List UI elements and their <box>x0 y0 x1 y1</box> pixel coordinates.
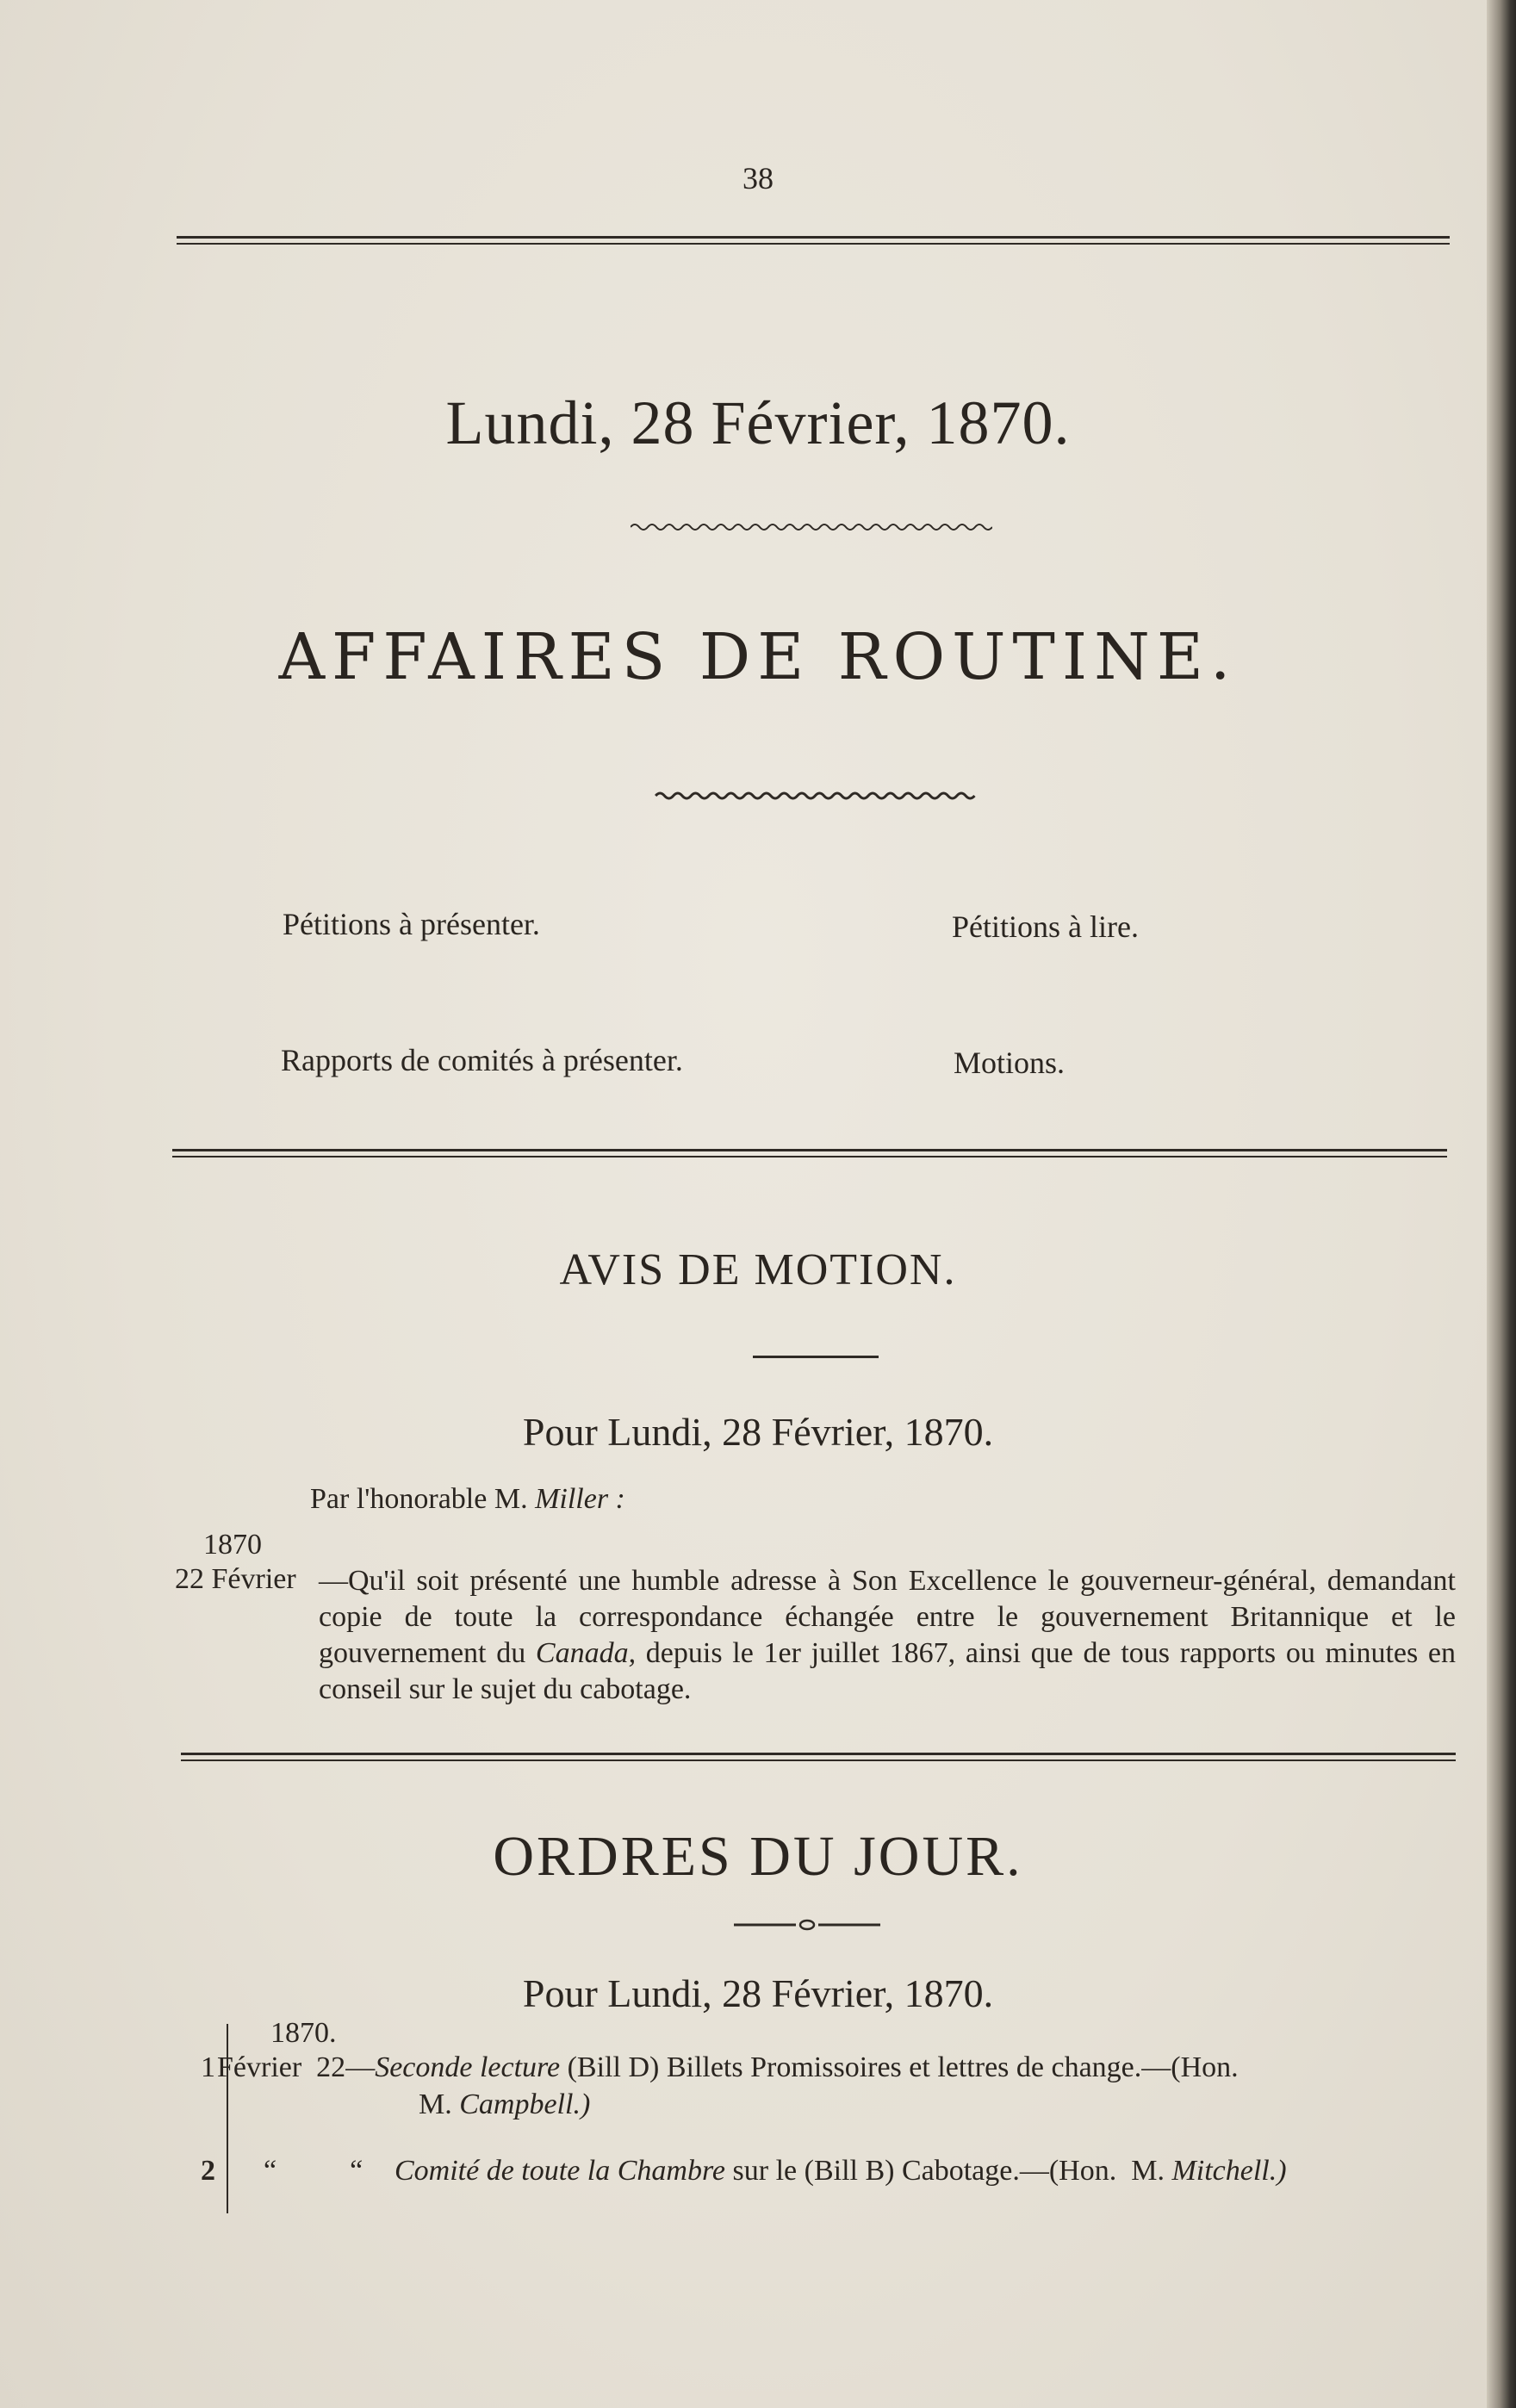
routine-item-motions: Motions. <box>954 1046 1066 1080</box>
page-binding-shadow <box>1487 0 1516 2408</box>
avis-double-rule <box>172 1149 1447 1151</box>
motion-mover-name: Miller : <box>535 1483 625 1515</box>
routine-item-rapports-comites: Rapports de comités à présenter. <box>281 1043 683 1077</box>
order-item-text: sur le (Bill B) Cabotage.—(Hon. M. <box>725 2155 1172 2187</box>
order-item-action: Seconde lecture <box>375 2051 561 2083</box>
order-item-date: Février 22 <box>217 2051 346 2083</box>
routine-section-title: AFFAIRES DE ROUTINE. <box>278 620 1238 694</box>
ordres-pour-date: Pour Lundi, 28 Février, 1870. <box>522 1971 994 2015</box>
ordres-double-rule <box>181 1753 1456 1755</box>
wavy-ornament-heavy <box>629 791 1004 801</box>
order-item-number: 1 <box>201 2051 215 2083</box>
motion-year: 1870 <box>203 1529 262 1561</box>
motion-date: 22 Février <box>175 1563 296 1595</box>
routine-item-petitions-lire: Pétitions à lire. <box>952 909 1139 944</box>
ordres-year: 1870. <box>270 2017 337 2049</box>
motion-text-after-italic: depuis le 1er juillet 1867, ainsi que de tous rapports ou minutes en conseil sur le sujet du cabotage. <box>319 1637 1457 1705</box>
motion-mover <box>310 1483 625 1516</box>
motion-mover-prefix: Par l'honorable M. <box>310 1483 536 1515</box>
order-item-member: Campbell.) <box>459 2088 591 2120</box>
date-heading: Lundi, 28 Février, 1870. <box>445 388 1071 457</box>
order-item-member: Mitchell.) <box>1171 2155 1287 2187</box>
order-item-1-line2 <box>419 2088 590 2121</box>
order-item-number: 2 <box>201 2155 215 2187</box>
order-item-text-line2: M. <box>419 2088 460 2120</box>
order-item-text: (Bill D) Billets Promissoires et lettres de change.—(Hon. <box>560 2051 1239 2083</box>
routine-item-petitions-presenter: Pétitions à présenter. <box>283 907 540 941</box>
order-item-1-line1 <box>217 2051 1239 2084</box>
avis-pour-date: Pour Lundi, 28 Février, 1870. <box>522 1410 994 1454</box>
motion-text-before-italic: —Qu'il soit présenté une humble adresse à Son Excellence le gouverneur-général, demandant copie de toute la correspondance échangée entre le gouvernement Britannique et le gouvernement du <box>319 1565 1456 1669</box>
order-item-2-line1 <box>264 2155 1287 2188</box>
avis-section-title: AVIS DE MOTION. <box>559 1245 957 1294</box>
motion-text <box>319 1563 1456 1708</box>
order-item-date: “ “ <box>264 2155 363 2187</box>
wavy-ornament <box>631 522 992 532</box>
ordres-ornament-divider <box>734 1919 880 1931</box>
motion-text-italic: Canada, <box>535 1637 637 1669</box>
ordres-section-title: ORDRES DU JOUR. <box>493 1825 1023 1888</box>
avis-short-rule <box>753 1356 879 1358</box>
page-number: 38 <box>742 161 774 195</box>
order-item-action: Comité de toute la Chambre <box>395 2155 726 2187</box>
top-double-rule <box>177 236 1450 239</box>
order-item-dash: — <box>345 2051 376 2083</box>
